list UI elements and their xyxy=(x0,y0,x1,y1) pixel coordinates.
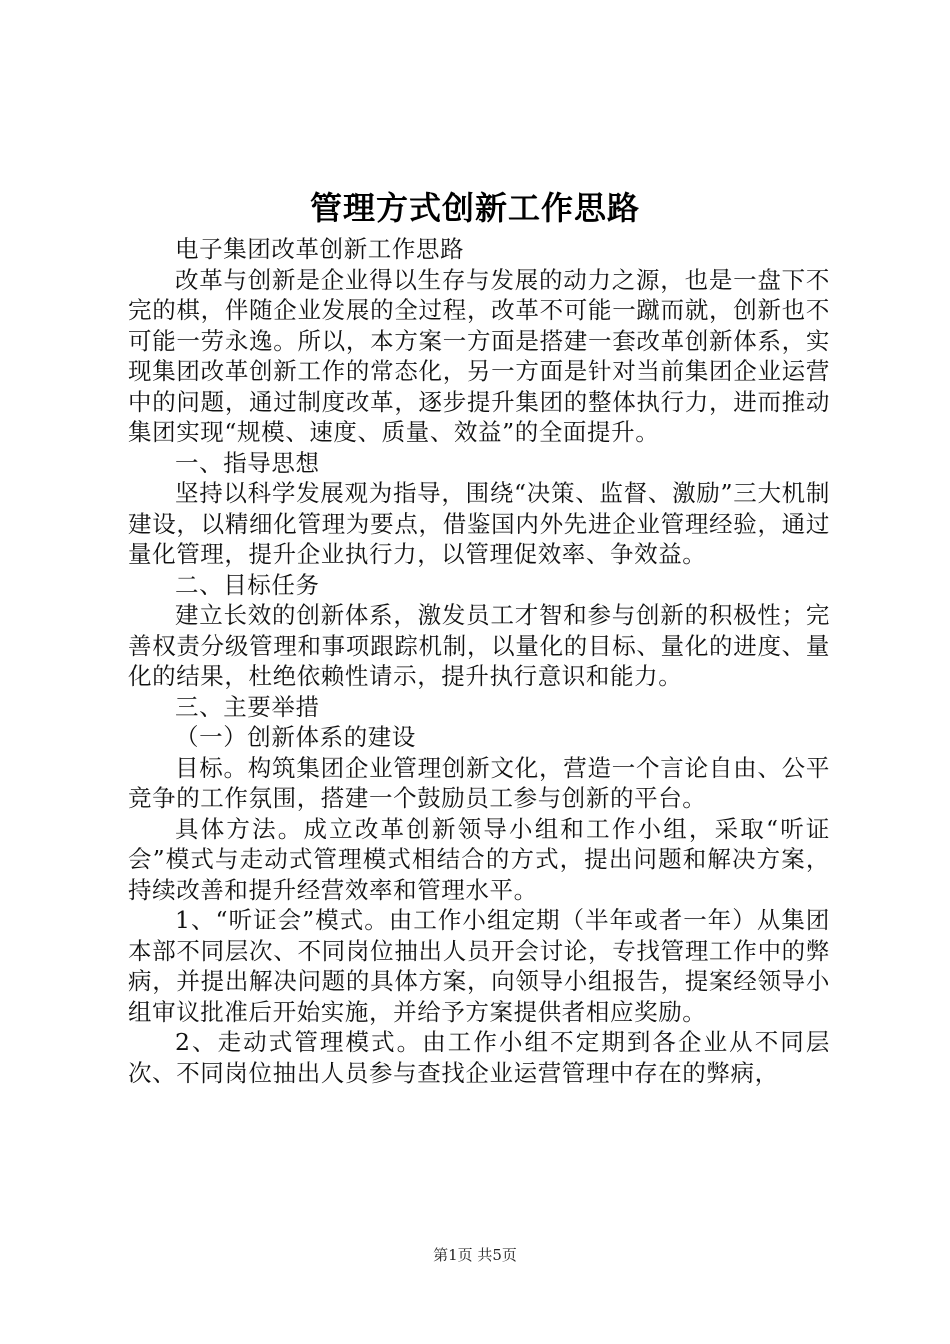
paragraph-intro: 改革与创新是企业得以生存与发展的动力之源，也是一盘下不完的棋，伴随企业发展的全过程，改革不可能一蹴而就，创新也不可能一劳永逸。所以，本方案一方面是搭建一套改革创新体系，实现集团改革创新工作的常态化，另一方面是针对当前集团企业运营中的问题，通过制度改革，逐步提升集团的整体执行力，进而推动集团实现“规模、速度、质量、效益”的全面提升。 xyxy=(128,265,830,446)
subheading-innovation-system: （一）创新体系的建设 xyxy=(175,723,416,751)
page-footer: 第1页 共5页 xyxy=(433,1246,517,1264)
document-body xyxy=(128,234,830,1088)
heading-measures: 三、主要举措 xyxy=(175,692,320,721)
paragraph-method: 具体方法。成立改革创新领导小组和工作小组，采取“听证会”模式与走动式管理模式相结合的方式，提出问题和解决方案，持续改善和提升经营效率和管理水平。 xyxy=(128,814,830,904)
heading-goals: 二、目标任务 xyxy=(175,570,320,599)
heading-guiding-thought: 一、指导思想 xyxy=(175,448,320,477)
paragraph-subtitle: 电子集团改革创新工作思路 xyxy=(175,235,465,263)
paragraph-goals: 建立长效的创新体系，激发员工才智和参与创新的积极性；完善权责分级管理和事项跟踪机制，以量化的目标、量化的进度、量化的结果，杜绝依赖性请示，提升执行意识和能力。 xyxy=(128,601,830,690)
document-title: 管理方式创新工作思路 xyxy=(309,189,640,227)
paragraph-guiding-thought: 坚持以科学发展观为指导，围绕“决策、监督、激励”三大机制建设，以精细化管理为要点，借鉴国内外先进企业管理经验，通过量化管理，提升企业执行力，以管理促效率、争效益。 xyxy=(128,479,830,568)
paragraph-objective: 目标。构筑集团企业管理创新文化，营造一个言论自由、公平竞争的工作氛围，搭建一个鼓励员工参与创新的平台。 xyxy=(128,753,830,812)
paragraph-walking-management: 2、走动式管理模式。由工作小组不定期到各企业从不同层次、不同岗位抽出人员参与查找企业运营管理中存在的弊病， xyxy=(128,1028,830,1087)
paragraph-hearing-mode: 1、“听证会”模式。由工作小组定期（半年或者一年）从集团本部不同层次、不同岗位抽出人员开会讨论，专找管理工作中的弊病，并提出解决问题的具体方案，向领导小组报告，提案经领导小组审议批准后开始实施，并给予方案提供者相应奖励。 xyxy=(128,906,830,1026)
